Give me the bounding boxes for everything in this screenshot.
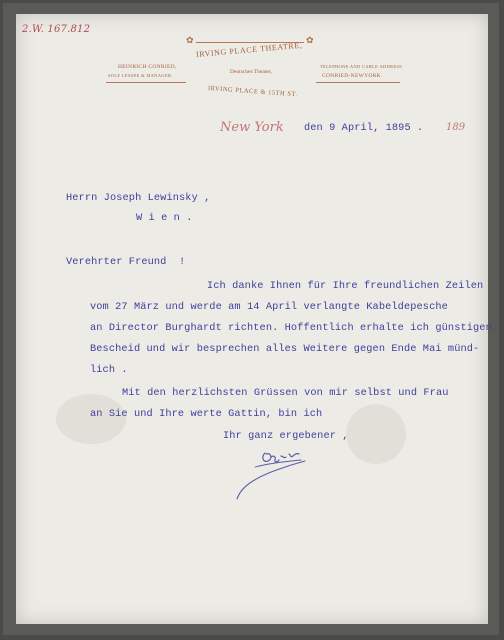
letterhead-address: IRVING PLACE & 15TH ST. (207, 85, 298, 99)
letter-page (16, 14, 488, 624)
letterhead-rule-right (316, 82, 400, 83)
letterhead-theatre-subtitle: Deutsches Theater, (230, 69, 272, 75)
recipient-name: Herrn Joseph Lewinsky , (66, 192, 211, 204)
paper-stain (346, 404, 406, 464)
date-typed: den 9 April, 1895 . (304, 122, 424, 134)
ornament-left-icon: ✿ (186, 36, 194, 46)
letterhead-manager-name: HEINRICH CONRIED, (118, 64, 177, 70)
body-line: an Sie und Ihre werte Gattin, bin ich (90, 408, 323, 420)
closing: Ihr ganz ergebener , (223, 430, 349, 442)
letterhead-rule-left (106, 82, 186, 83)
letterhead-manager-title: SOLE LESSEE & MANAGER. (108, 73, 173, 78)
body-line: Ich danke Ihnen für Ihre freundlichen Zeilen (207, 280, 484, 292)
archive-id: 2.W. 167.812 (22, 24, 91, 35)
body-line: Mit den herzlichsten Grüssen von mir selbst und Frau (122, 387, 449, 399)
date-year-prefix: 189 (446, 122, 466, 133)
letterhead-theatre-name: IRVING PLACE THEATRE, (195, 40, 303, 59)
body-line: Bescheid und wir besprechen alles Weitere gegen Ende Mai münd- (90, 343, 480, 355)
recipient-city: W i e n . (136, 212, 193, 224)
body-line: vom 27 März und werde am 14 April verlangte Kabeldepesche (90, 301, 448, 313)
body-line: lich . (90, 364, 128, 376)
date-place-handwritten: New York (220, 120, 284, 135)
body-line: an Director Burghardt richten. Hoffentlich erhalte ich günstigen (90, 322, 492, 334)
ornament-right-icon: ✿ (306, 36, 314, 46)
letterhead-cable-address: CONRIED-NEWYORK. (322, 73, 383, 79)
salutation: Verehrter Freund ! (66, 256, 186, 268)
signature-image (235, 443, 325, 503)
letterhead-cable-label: TELEPHONE AND CABLE ADDRESS (320, 64, 402, 69)
